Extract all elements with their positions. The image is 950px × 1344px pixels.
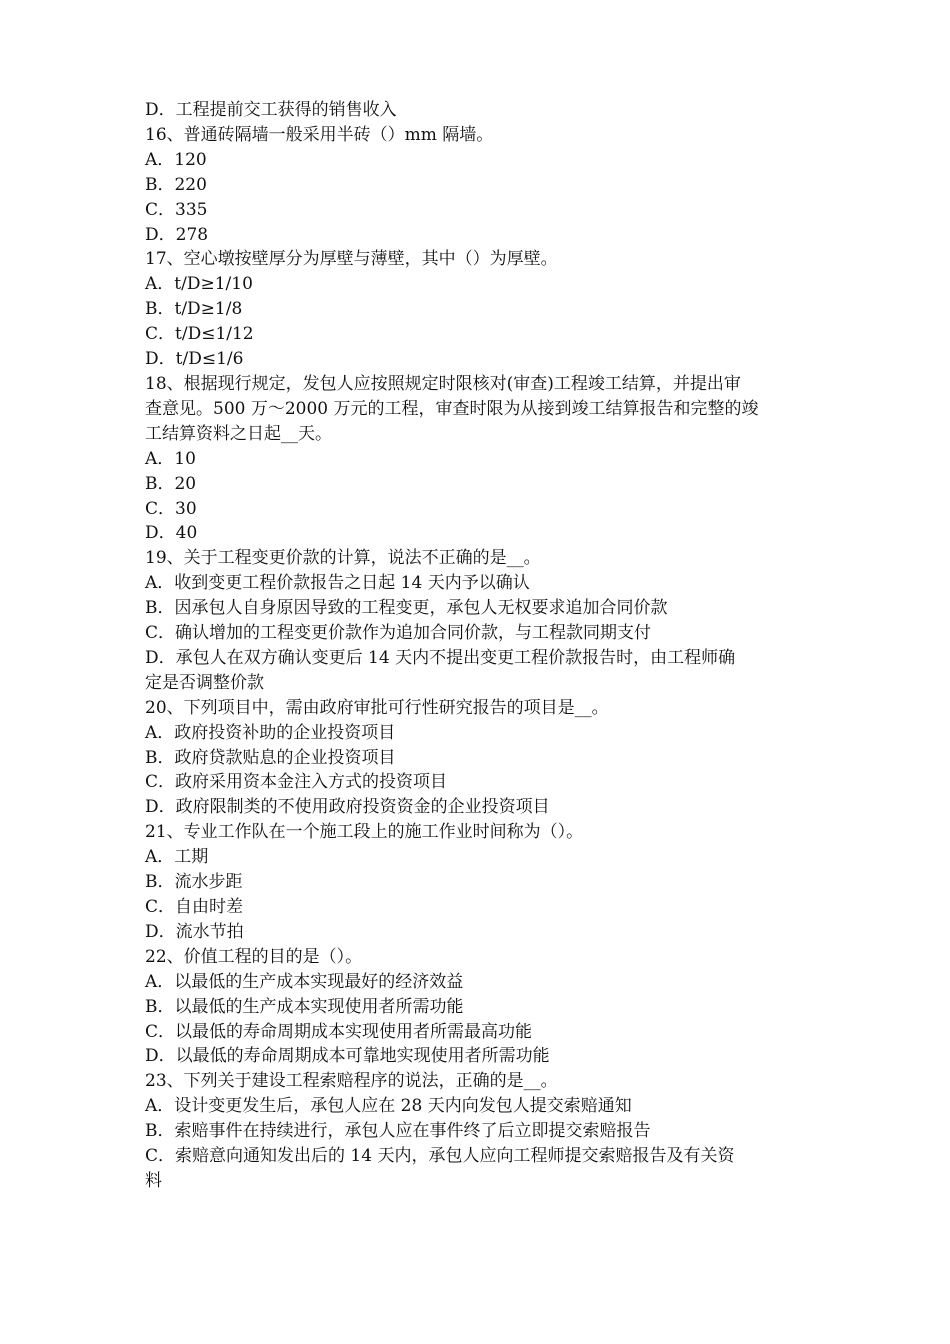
- answer-option: C．确认增加的工程变更价款作为追加合同价款，与工程款同期支付: [145, 623, 652, 644]
- answer-option: A．120: [145, 149, 207, 170]
- answer-option: C．30: [145, 498, 197, 519]
- question-stem: 17、空心墩按壁厚分为厚壁与薄壁，其中（）为厚壁。: [145, 249, 558, 270]
- document-body: [145, 98, 810, 1194]
- answer-option: D．278: [145, 224, 209, 245]
- answer-option-continued: 定是否调整价款: [145, 672, 264, 693]
- answer-option: B．索赔事件在持续进行，承包人应在事件终了后立即提交索赔报告: [145, 1121, 651, 1142]
- answer-option: C．335: [145, 199, 208, 220]
- answer-option: B．因承包人自身原因导致的工程变更，承包人无权要求追加合同价款: [145, 598, 668, 619]
- answer-option: D．承包人在双方确认变更后 14 天内不提出变更工程价款报告时，由工程师确: [145, 647, 736, 668]
- answer-option: A．收到变更工程价款报告之日起 14 天内予以确认: [145, 573, 530, 594]
- answer-option: A．t/D≥1/10: [145, 274, 253, 295]
- question-stem: 21、专业工作队在一个施工段上的施工作业时间称为（）。: [145, 822, 584, 843]
- question-stem: 18、根据现行规定，发包人应按照规定时限核对(审查)工程竣工结算，并提出审: [145, 373, 741, 394]
- answer-option: C．t/D≤1/12: [145, 324, 254, 345]
- answer-option: A．10: [145, 448, 196, 469]
- answer-option: C．索赔意向通知发出后的 14 天内，承包人应向工程师提交索赔报告及有关资: [145, 1146, 735, 1167]
- answer-option: B．流水步距: [145, 872, 243, 893]
- answer-option: B．220: [145, 174, 207, 195]
- answer-option: C．政府采用资本金注入方式的投资项目: [145, 772, 448, 793]
- answer-option: C．以最低的寿命周期成本实现使用者所需最高功能: [145, 1021, 533, 1042]
- question-stem-continued: 工结算资料之日起__天。: [145, 423, 332, 444]
- answer-option: D．t/D≤1/6: [145, 349, 244, 370]
- answer-option: A．以最低的生产成本实现最好的经济效益: [145, 971, 464, 992]
- text-line: D．工程提前交工获得的销售收入: [145, 100, 397, 120]
- answer-option: B．政府贷款贴息的企业投资项目: [145, 747, 396, 768]
- answer-option: C．自由时差: [145, 897, 244, 917]
- answer-option: D．政府限制类的不使用政府投资资金的企业投资项目: [145, 797, 550, 818]
- answer-option: B．t/D≥1/8: [145, 299, 243, 320]
- answer-option: D．40: [145, 523, 198, 544]
- question-stem-continued: 查意见。500 万～2000 万元的工程，审查时限为从接到竣工结算报告和完整的竣: [145, 398, 759, 419]
- answer-option: A．工期: [145, 847, 209, 868]
- question-stem: 23、下列关于建设工程索赔程序的说法，正确的是__。: [145, 1071, 558, 1092]
- question-stem: 19、关于工程变更价款的计算，说法不正确的是__。: [145, 548, 541, 569]
- question-stem: 22、价值工程的目的是（）。: [145, 946, 363, 967]
- question-stem: 20、下列项目中，需由政府审批可行性研究报告的项目是__。: [145, 697, 609, 718]
- answer-option-continued: 料: [145, 1170, 162, 1191]
- answer-option: D．以最低的寿命周期成本可靠地实现使用者所需功能: [145, 1046, 550, 1067]
- answer-option: B．以最低的生产成本实现使用者所需功能: [145, 996, 464, 1017]
- question-stem: 16、普通砖隔墙一般采用半砖（）mm 隔墙。: [145, 124, 494, 145]
- answer-option: D．流水节拍: [145, 921, 244, 942]
- answer-option: A．政府投资补助的企业投资项目: [145, 722, 396, 743]
- answer-option: B．20: [145, 473, 197, 494]
- answer-option: A．设计变更发生后，承包人应在 28 天内向发包人提交索赔通知: [145, 1096, 632, 1117]
